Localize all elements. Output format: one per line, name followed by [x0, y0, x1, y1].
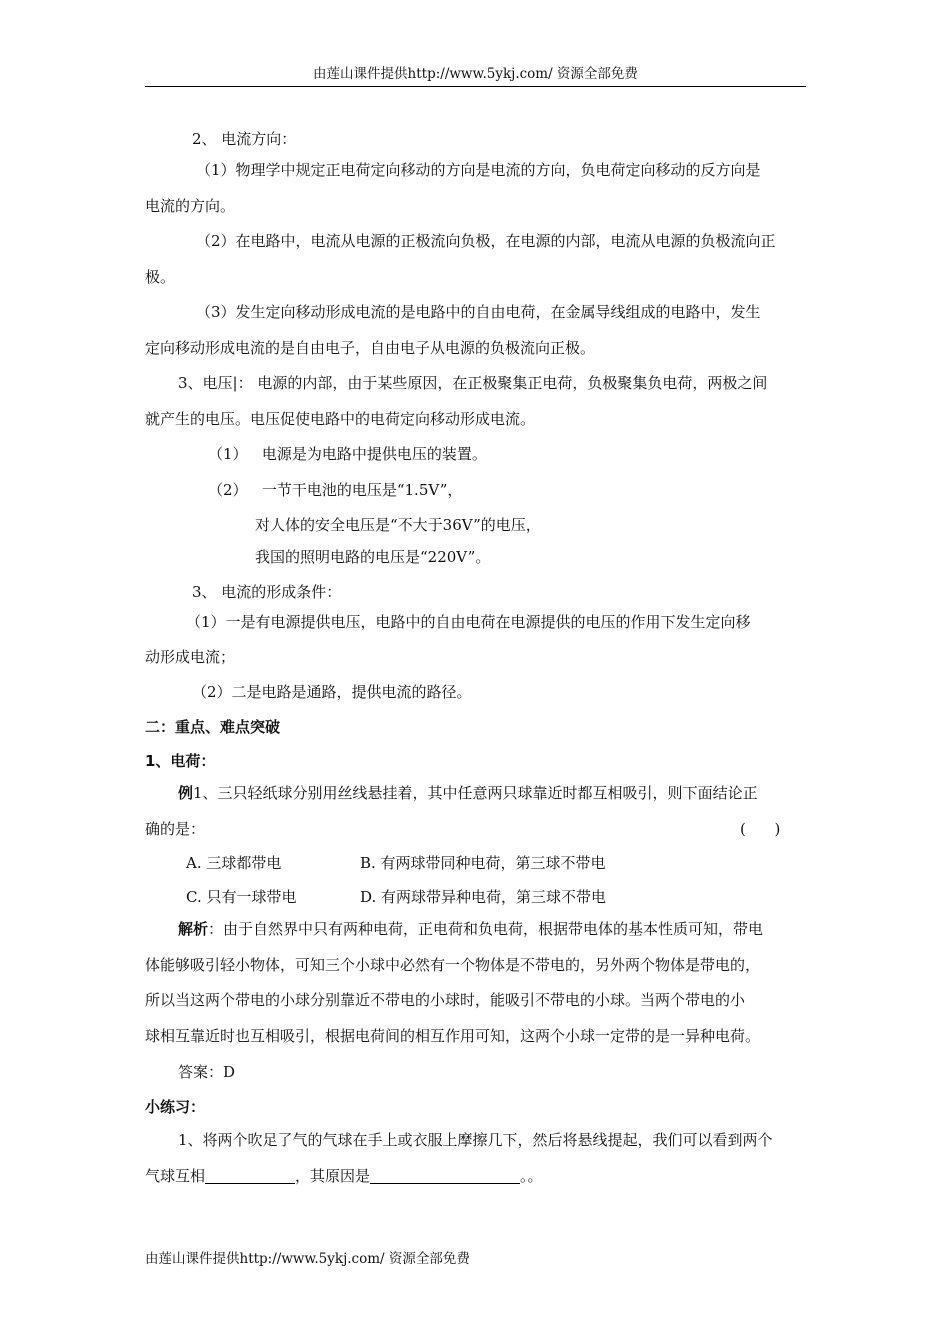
section-heading-current-direction: 2、 电流方向： [192, 130, 297, 148]
list-item: （2） 一节干电池的电压是“1.5V”， [208, 481, 463, 499]
answer-parentheses: ( ) [740, 820, 781, 838]
option-b: B. 有两球带同种电荷，第三球不带电 [360, 854, 606, 872]
paragraph-line: 就产生的电压。电压促使电路中的电荷定向移动形成电流。 [145, 410, 536, 428]
question-text: 。。 [520, 1167, 543, 1185]
example-label: 例 [178, 784, 194, 802]
analysis-line [178, 918, 763, 940]
paragraph-line: （2）在电路中，电流从电源的正极流向负极，在电源的内部，电流从电源的负极流向正 [196, 232, 776, 250]
list-item: 我国的照明电路的电压是“220V”。 [255, 548, 491, 566]
example-line [178, 782, 758, 804]
question-line: 1、将两个吹足了气的气球在手上或衣服上摩擦几下，然后将悬线提起，我们可以看到两个 [178, 1131, 773, 1149]
answer-line: 答案：D [178, 1063, 236, 1081]
option-a: A. 三球都带电 [186, 854, 282, 872]
analysis-label: 解析 [178, 920, 209, 938]
header-rule [145, 86, 806, 87]
question-text: ，其原因是 [295, 1167, 371, 1185]
page-header: 由莲山课件提供http://www.5ykj.com/ 资源全部免费 [313, 66, 638, 82]
paragraph-line: 球相互靠近时也互相吸引，根据电荷间的相互作用可知，这两个小球一定带的是一异种电荷。 [145, 1027, 761, 1045]
option-c: C. 只有一球带电 [186, 888, 297, 906]
part-title: 二：重点、难点突破 [145, 718, 281, 736]
practice-title: 小练习： [145, 1098, 206, 1116]
paragraph-line: （2）二是电路是通路，提供电流的路径。 [192, 683, 472, 701]
paragraph-line: 确的是： [145, 820, 206, 838]
question-line-blanks [145, 1165, 543, 1187]
analysis-text: ：由于自然界中只有两种电荷，正电荷和负电荷，根据带电体的基本性质可知，带电 [208, 920, 764, 938]
paragraph-line: 所以当这两个带电的小球分别靠近不带电的小球时，能吸引不带电的小球。当两个带电的小 [145, 991, 746, 1009]
paragraph-line: 电流的方向。 [145, 197, 236, 215]
paragraph-line: 体能够吸引轻小物体，可知三个小球中必然有一个物体是不带电的，另外两个物体是带电的， [145, 956, 761, 974]
example-text: 1、三只轻纸球分别用丝线悬挂着，其中任意两只球靠近时都互相吸引，则下面结论正 [193, 784, 758, 802]
paragraph-line: （3）发生定向移动形成电流的是电路中的自由电荷，在金属导线组成的电路中，发生 [196, 303, 761, 321]
answer-blank[interactable] [205, 1167, 295, 1184]
list-item: 对人体的安全电压是“不大于36V”的电压， [255, 516, 541, 534]
paragraph-line: 3、电压|： 电源的内部，由于某些原因，在正极聚集正电荷，负极聚集负电荷，两极之间 [178, 374, 768, 392]
option-d: D. 有两球带异种电荷，第三球不带电 [360, 888, 607, 906]
paragraph-line: 定向移动形成电流的是自由电子，自由电子从电源的负极流向正极。 [145, 339, 596, 357]
section-heading-current-conditions: 3、 电流的形成条件： [192, 583, 342, 601]
paragraph-line: （1）物理学中规定正电荷定向移动的方向是电流的方向，负电荷定向移动的反方向是 [196, 161, 761, 179]
paragraph-line: 动形成电流； [145, 648, 236, 666]
answer-blank[interactable] [370, 1167, 520, 1184]
paragraph-line: （1）一是有电源提供电压，电路中的自由电荷在电源提供的电压的作用下发生定向移 [186, 613, 751, 631]
paragraph-line: 极。 [145, 268, 176, 286]
question-text: 气球互相 [145, 1167, 206, 1185]
list-item: （1） 电源是为电路中提供电压的装置。 [208, 445, 487, 463]
page-footer: 由莲山课件提供http://www.5ykj.com/ 资源全部免费 [145, 1251, 470, 1267]
subsection-title: 1、电荷： [145, 752, 216, 770]
